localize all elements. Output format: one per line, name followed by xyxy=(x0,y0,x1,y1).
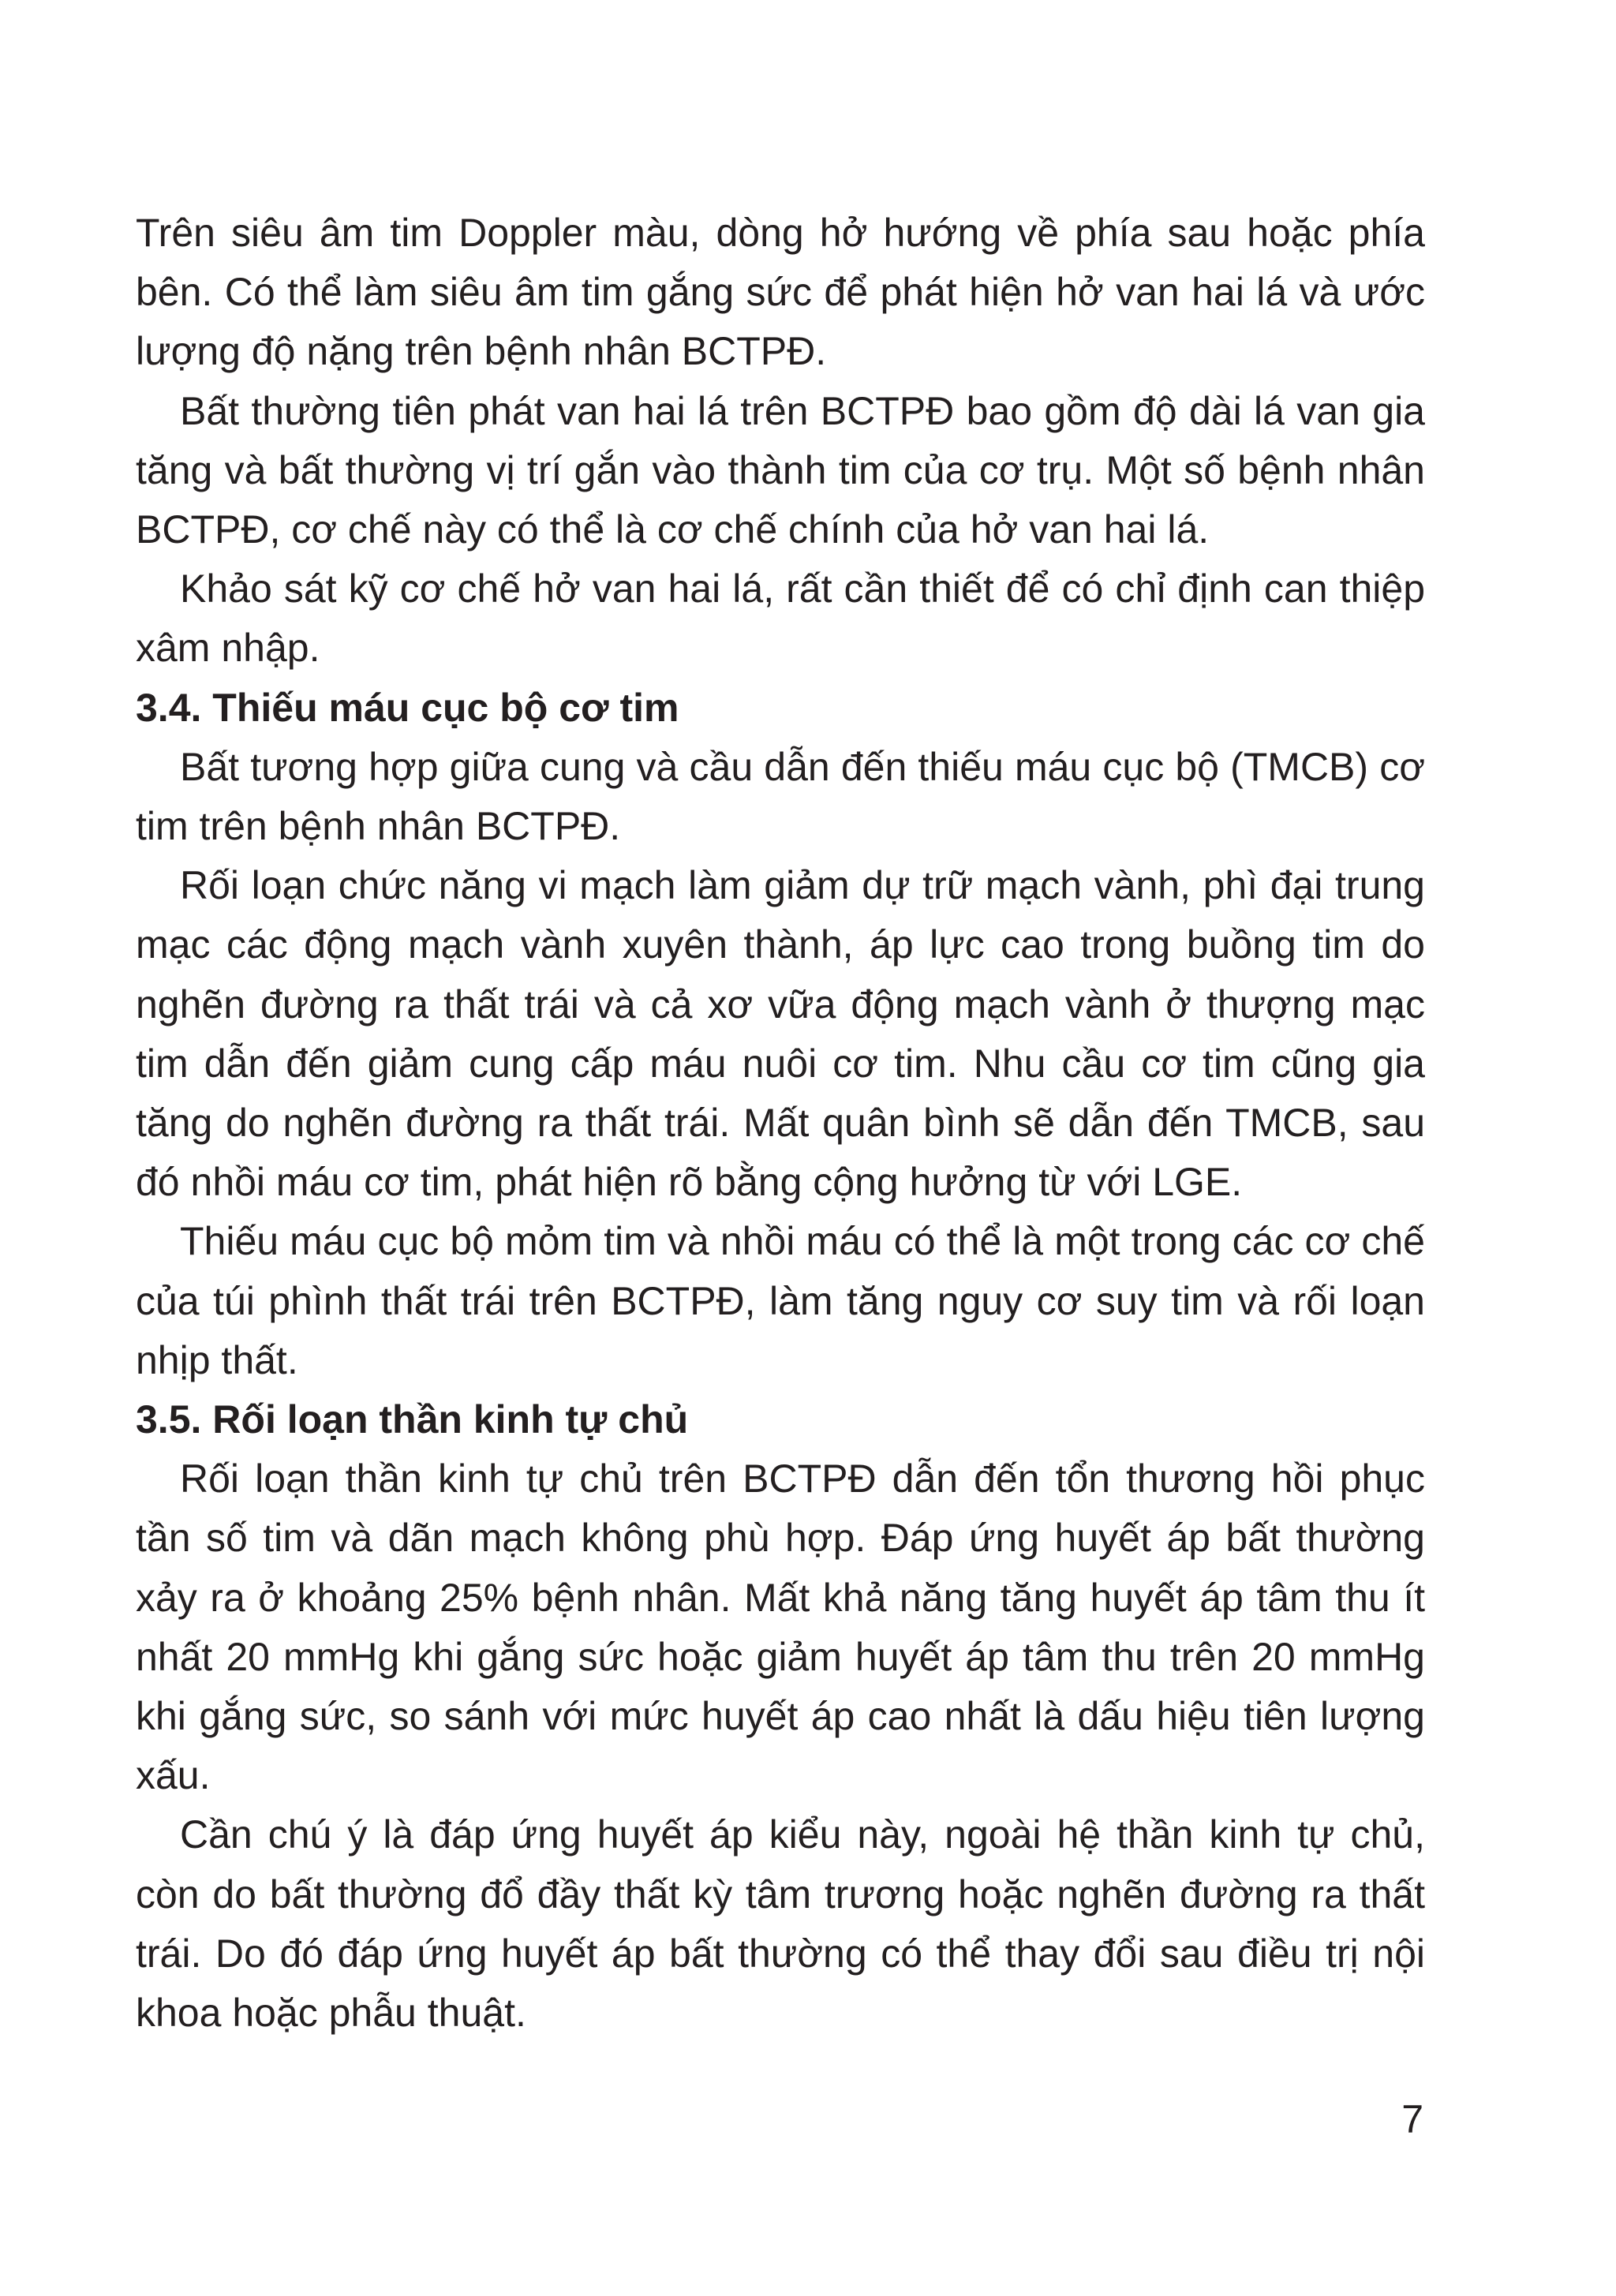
paragraph-doppler: Trên siêu âm tim Doppler màu, dòng hở hướng về phía sau hoặc phía bên. Có thể làm siêu âm tim gắng sức để phát hiện hở van hai lá và ước lượng độ nặng trên bệnh nhân BCTPĐ. xyxy=(136,211,1425,374)
paragraph-primary-mitral-abnormality: Bất thường tiên phát van hai lá trên BCTPĐ bao gồm độ dài lá van gia tăng và bất thường vị trí gắn vào thành tim của cơ trụ. Một số bệnh nhân BCTPĐ, cơ chế này có thể là cơ chế chính của hở van hai lá. xyxy=(136,388,1425,552)
paragraph-supply-demand: Bất tương hợp giữa cung và cầu dẫn đến thiếu máu cục bộ (TMCB) cơ tim trên bệnh nhân BCTPĐ. xyxy=(136,744,1425,849)
page-body xyxy=(136,204,1425,2043)
paragraph-apical-ischemia: Thiếu máu cục bộ mỏm tim và nhồi máu có thể là một trong các cơ chế của túi phình thất trái trên BCTPĐ, làm tăng nguy cơ suy tim và rối loạn nhịp thất. xyxy=(136,1219,1425,1382)
paragraph-blood-pressure-response: Cần chú ý là đáp ứng huyết áp kiểu này, ngoài hệ thần kinh tự chủ, còn do bất thường đổ đầy thất kỳ tâm trương hoặc nghẽn đường ra thất trái. Do đó đáp ứng huyết áp bất thường có thể thay đổi sau điều trị nội khoa hoặc phẫu thuật. xyxy=(136,1812,1425,2036)
paragraph-microvascular-dysfunction: Rối loạn chức năng vi mạch làm giảm dự trữ mạch vành, phì đại trung mạc các động mạch vành xuyên thành, áp lực cao trong buồng tim do nghẽn đường ra thất trái và cả xơ vữa động mạch vành ở thượng mạc tim dẫn đến giảm cung cấp máu nuôi cơ tim. Nhu cầu cơ tim cũng gia tăng do nghẽn đường ra thất trái. Mất quân bình sẽ dẫn đến TMCB, sau đó nhồi máu cơ tim, phát hiện rõ bằng cộng hưởng từ với LGE. xyxy=(136,863,1425,1205)
page-number: 7 xyxy=(1401,2097,1423,2141)
section-heading-3-4: 3.4. Thiếu máu cục bộ cơ tim xyxy=(136,685,679,730)
paragraph-mechanism-survey: Khảo sát kỹ cơ chế hở van hai lá, rất cần thiết để có chỉ định can thiệp xâm nhập. xyxy=(136,567,1425,671)
section-heading-3-5: 3.5. Rối loạn thần kinh tự chủ xyxy=(136,1397,689,1442)
paragraph-autonomic-dysfunction: Rối loạn thần kinh tự chủ trên BCTPĐ dẫn đến tổn thương hồi phục tần số tim và dãn mạch không phù hợp. Đáp ứng huyết áp bất thường xảy ra ở khoảng 25% bệnh nhân. Mất khả năng tăng huyết áp tâm thu ít nhất 20 mmHg khi gắng sức hoặc giảm huyết áp tâm thu trên 20 mmHg khi gắng sức, so sánh với mức huyết áp cao nhất là dấu hiệu tiên lượng xấu. xyxy=(136,1457,1425,1798)
